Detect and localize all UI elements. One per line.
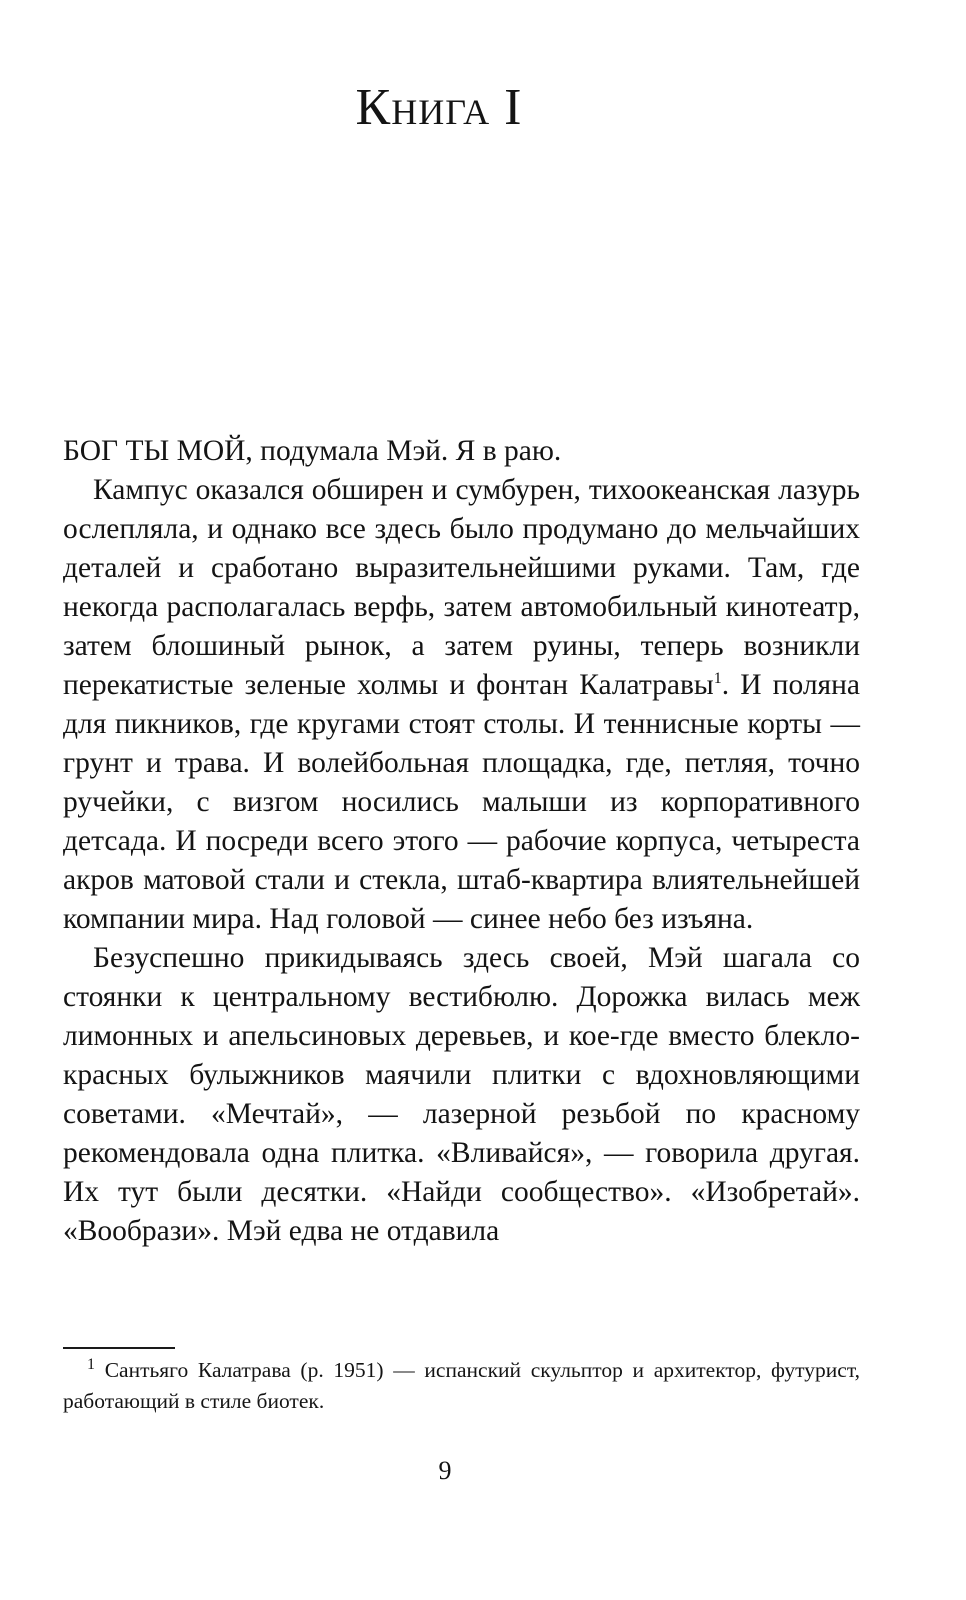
chapter-title <box>0 78 878 137</box>
paragraph-walkway: Безуспешно прикидываясь здесь своей, Мэй шагала со стоянки к центральному вестибюлю. Дорожка вилась меж лимонных и апельсиновых деревьев, и кое-где вместо блекло-красных булыжников маячили плитки с вдохновляющими советами. «Мечтай», — лазерной резьбой по красному рекомендовала одна плитка. «Вливайся», — говорила другая. Их тут были десятки. «Найди сообщество». «Изобретай». «Вообрази». Мэй едва не отдавила <box>63 942 860 1247</box>
footnote-divider <box>63 1347 175 1349</box>
paragraph-campus-continuation: . И поляна для пикников, где кругами стоят столы. И теннисные корты — грунт и трава. И волейбольная площадка, где, петляя, точно ручейки, с визгом носились малыши из корпоративного детсада. И посреди всего этого — рабочие корпуса, четыреста акров матовой стали и стекла, штаб-квартира влиятельнейшей компании мира. Над головой — синее небо без изъяна. <box>63 669 860 935</box>
chapter-title-numeral: I <box>504 79 523 136</box>
page-number: 9 <box>438 1456 452 1485</box>
paragraph-campus-text: Кампус оказался обширен и сумбурен, тихоокеанская лазурь ослепляла, и однако все здесь было продумано до мельчайших деталей и сработано выразительнейшими руками. Там, где некогда располагалась верфь, затем автомобильный кинотеатр, затем блошиный рынок, а затем руины, теперь возникли перекатистые зеленые холмы и фонтан Калатравы <box>63 474 860 701</box>
opening-line: БОГ ТЫ МОЙ, подумала Мэй. Я в раю. <box>63 435 562 467</box>
paragraph-campus <box>63 471 860 939</box>
chapter-title-word: Книга <box>355 79 491 136</box>
footnote-body <box>63 1355 860 1417</box>
footnote-text: Сантьяго Калатрава (р. 1951) — испанский скульптор и архитектор, футурист, работающий в стиле биотек. <box>63 1358 861 1413</box>
body-text <box>63 432 860 1251</box>
footnote-reference[interactable]: 1 <box>713 670 722 688</box>
footnote <box>63 1355 860 1417</box>
footnote-marker: 1 <box>87 1355 95 1373</box>
